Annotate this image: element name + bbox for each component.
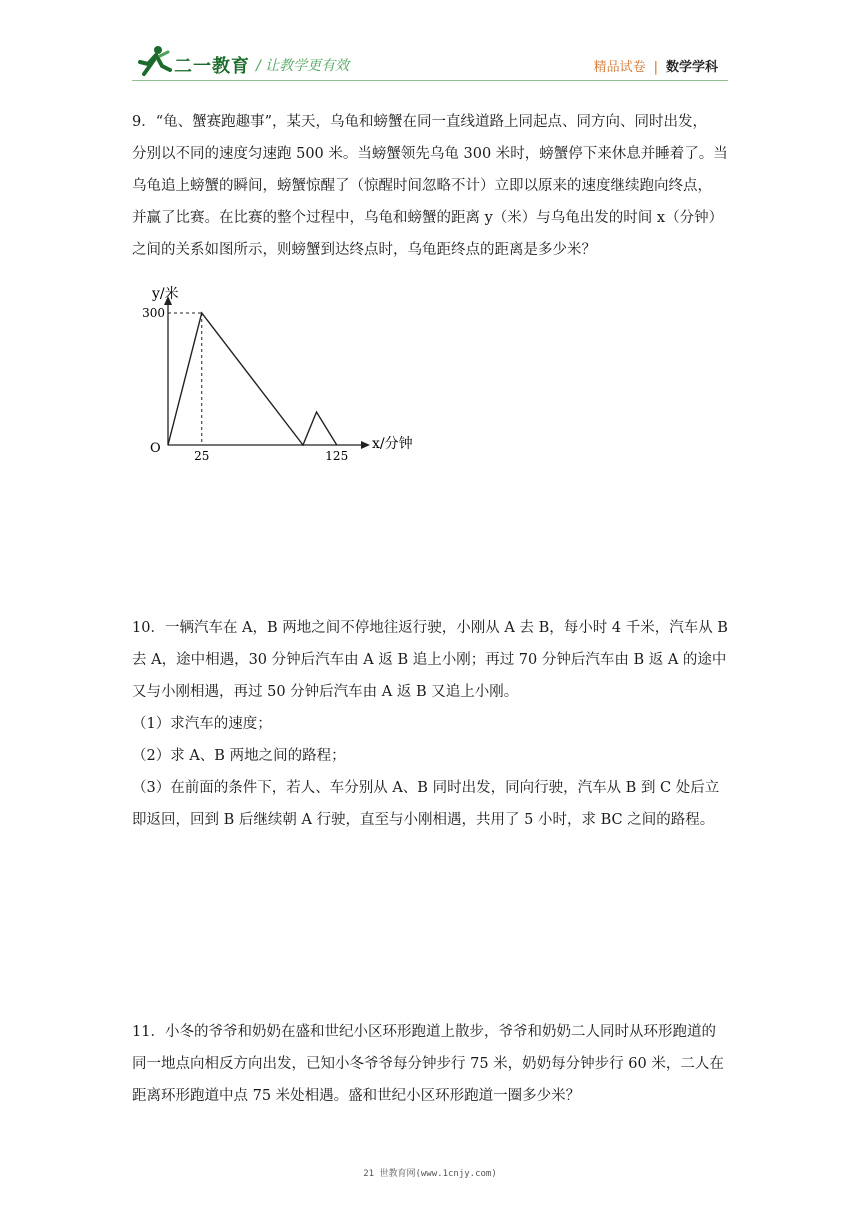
q10-line: 10．一辆汽车在 A，B 两地之间不停地往返行驶，小刚从 A 去 B，每小时 4 千米，汽车从 B [132, 620, 728, 636]
header-subject [594, 56, 718, 75]
q11-line: 同一地点向相反方向出发，已知小冬爷爷每分钟步行 75 米，奶奶每分钟步行 60 米，二人在 [132, 1056, 724, 1072]
q10-line: 去 A，途中相遇，30 分钟后汽车由 A 返 B 追上小刚；再过 70 分钟后汽车由 B 返 A 的途中 [132, 652, 727, 668]
distance-time-graph [140, 280, 430, 470]
slogan: / 让教学更有效 [256, 58, 350, 74]
q9-line: 并赢了比赛。在比赛的整个过程中，乌龟和螃蟹的距离 y（米）与乌龟出发的时间 x（分钟） [132, 210, 724, 226]
y-tick-300: 300 [142, 306, 165, 320]
y-axis-label: y/米 [152, 286, 179, 302]
runner-logo-icon [134, 44, 176, 78]
q9-line: 分别以不同的速度匀速跑 500 米。当螃蟹领先乌龟 300 米时，螃蟹停下来休息并睡着了。当 [132, 146, 728, 162]
data-point [336, 444, 337, 445]
q9-line: 9．“龟、蟹赛跑趣事”，某天，乌龟和螃蟹在同一直线道路上同起点、同方向、同时出发， [132, 114, 708, 130]
header-separator: | [653, 60, 658, 75]
data-point [201, 312, 202, 313]
logo-text: 二一教育 [174, 56, 250, 77]
q10-part-3: （3）在前面的条件下，若人、车分别从 A、B 同时出发，同向行驶，汽车从 B 到 C 处后立 [132, 780, 720, 796]
x-axis-label: x/分钟 [372, 436, 413, 452]
origin-label: O [150, 441, 161, 456]
header-divider [132, 80, 728, 81]
q10-part-2: （2）求 A、B 两地之间的路程； [132, 748, 346, 764]
data-point [316, 411, 317, 412]
q10-line: 又与小刚相遇，再过 50 分钟后汽车由 A 返 B 又追上小刚。 [132, 684, 519, 700]
x-tick-25: 25 [194, 449, 210, 463]
page-footer: 21 世教育网(www.1cnjy.com) [363, 1169, 497, 1179]
q10-part-1: （1）求汽车的速度； [132, 716, 272, 732]
data-point [167, 444, 168, 445]
x-axis-arrow [361, 441, 370, 449]
q9-line: 之间的关系如图所示，则螃蟹到达终点时，乌龟距终点的距离是多少米？ [132, 242, 596, 258]
q11-line: 11．小冬的爷爷和奶奶在盛和世纪小区环形跑道上散步，爷爷和奶奶二人同时从环形跑道的 [132, 1024, 716, 1040]
question-11 [132, 1016, 732, 1112]
distance-series-line [168, 313, 337, 445]
q10-part-3-cont: 即返回，回到 B 后继续朝 A 行驶，直至与小刚相遇，共用了 5 小时，求 BC 之间的路程。 [132, 812, 715, 828]
x-tick-125: 125 [325, 449, 349, 463]
page-header [0, 0, 860, 100]
question-10 [132, 612, 732, 836]
data-point [302, 444, 303, 445]
q11-line: 距离环形跑道中点 75 米处相遇。盛和世纪小区环形跑道一圈多少米？ [132, 1088, 581, 1104]
q9-line: 乌龟追上螃蟹的瞬间，螃蟹惊醒了（惊醒时间忽略不计）立即以原来的速度继续跑向终点， [132, 178, 712, 194]
question-9 [132, 106, 732, 266]
header-label-subject: 数学学科 [665, 60, 718, 75]
header-label-premium: 精品试卷 [593, 60, 646, 75]
